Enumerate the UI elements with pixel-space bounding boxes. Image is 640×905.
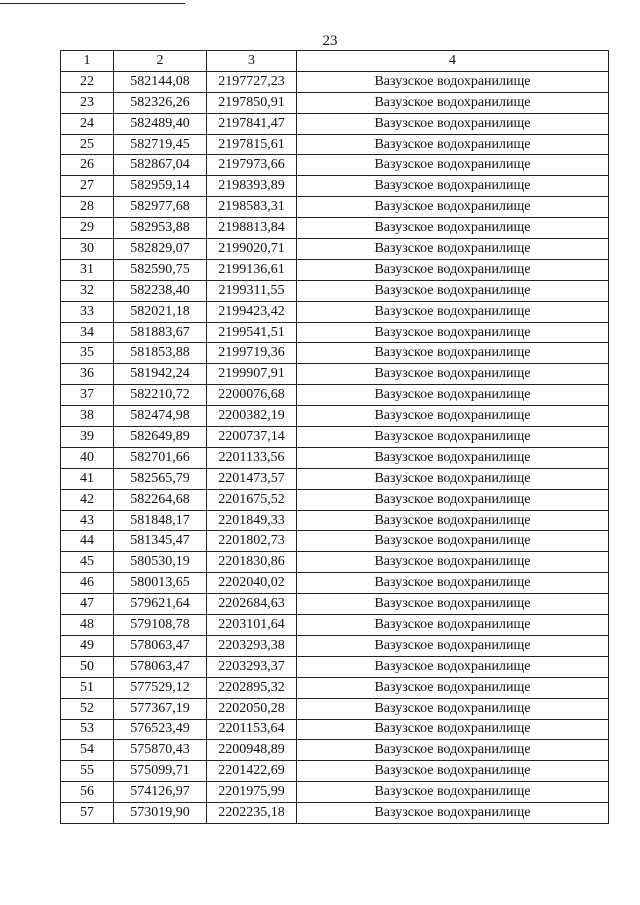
object-name-cell: Вазузское водохранилище	[297, 364, 609, 385]
point-number-cell: 53	[61, 719, 114, 740]
y-coordinate-cell: 2201802,73	[207, 531, 297, 552]
point-number-cell: 43	[61, 510, 114, 531]
y-coordinate-cell: 2197841,47	[207, 113, 297, 134]
y-coordinate-cell: 2201153,64	[207, 719, 297, 740]
y-coordinate-cell: 2198813,84	[207, 218, 297, 239]
x-coordinate-cell: 582264,68	[114, 489, 207, 510]
point-number-cell: 27	[61, 176, 114, 197]
y-coordinate-cell: 2201975,99	[207, 782, 297, 803]
object-name-cell: Вазузское водохранилище	[297, 155, 609, 176]
object-name-cell: Вазузское водохранилище	[297, 176, 609, 197]
point-number-cell: 45	[61, 552, 114, 573]
x-coordinate-cell: 582238,40	[114, 280, 207, 301]
y-coordinate-cell: 2199311,55	[207, 280, 297, 301]
table-row	[61, 218, 609, 239]
point-number-cell: 29	[61, 218, 114, 239]
object-name-cell: Вазузское водохранилище	[297, 343, 609, 364]
x-coordinate-cell: 582474,98	[114, 406, 207, 427]
y-coordinate-cell: 2197850,91	[207, 92, 297, 113]
table-row	[61, 343, 609, 364]
table-row	[61, 406, 609, 427]
x-coordinate-cell: 581853,88	[114, 343, 207, 364]
point-number-cell: 52	[61, 698, 114, 719]
x-coordinate-cell: 582829,07	[114, 239, 207, 260]
table-row	[61, 573, 609, 594]
x-coordinate-cell: 582489,40	[114, 113, 207, 134]
x-coordinate-cell: 575099,71	[114, 761, 207, 782]
object-name-cell: Вазузское водохранилище	[297, 719, 609, 740]
x-coordinate-cell: 581345,47	[114, 531, 207, 552]
x-coordinate-cell: 579108,78	[114, 615, 207, 636]
x-coordinate-cell: 582565,79	[114, 468, 207, 489]
y-coordinate-cell: 2198393,89	[207, 176, 297, 197]
table-row	[61, 280, 609, 301]
y-coordinate-cell: 2199136,61	[207, 259, 297, 280]
point-number-cell: 57	[61, 803, 114, 824]
object-name-cell: Вазузское водохранилище	[297, 427, 609, 448]
object-name-cell: Вазузское водохранилище	[297, 489, 609, 510]
table-row	[61, 615, 609, 636]
x-coordinate-cell: 582649,89	[114, 427, 207, 448]
point-number-cell: 44	[61, 531, 114, 552]
table-row	[61, 594, 609, 615]
y-coordinate-cell: 2202235,18	[207, 803, 297, 824]
y-coordinate-cell: 2200076,68	[207, 385, 297, 406]
point-number-cell: 55	[61, 761, 114, 782]
object-name-cell: Вазузское водохранилище	[297, 406, 609, 427]
table-row	[61, 489, 609, 510]
y-coordinate-cell: 2201422,69	[207, 761, 297, 782]
table-row	[61, 197, 609, 218]
object-name-cell: Вазузское водохранилище	[297, 677, 609, 698]
y-coordinate-cell: 2201473,57	[207, 468, 297, 489]
point-number-cell: 30	[61, 239, 114, 260]
point-number-cell: 40	[61, 447, 114, 468]
point-number-cell: 48	[61, 615, 114, 636]
point-number-cell: 26	[61, 155, 114, 176]
x-coordinate-cell: 582326,26	[114, 92, 207, 113]
y-coordinate-cell: 2199907,91	[207, 364, 297, 385]
column-header-1: 1	[61, 51, 114, 72]
y-coordinate-cell: 2202040,02	[207, 573, 297, 594]
table-row	[61, 510, 609, 531]
table-row	[61, 677, 609, 698]
x-coordinate-cell: 582719,45	[114, 134, 207, 155]
x-coordinate-cell: 577529,12	[114, 677, 207, 698]
table-row	[61, 803, 609, 824]
point-number-cell: 54	[61, 740, 114, 761]
y-coordinate-cell: 2201675,52	[207, 489, 297, 510]
y-coordinate-cell: 2202050,28	[207, 698, 297, 719]
x-coordinate-cell: 580530,19	[114, 552, 207, 573]
table-row	[61, 239, 609, 260]
x-coordinate-cell: 582953,88	[114, 218, 207, 239]
x-coordinate-cell: 582701,66	[114, 447, 207, 468]
table-row	[61, 635, 609, 656]
y-coordinate-cell: 2200948,89	[207, 740, 297, 761]
object-name-cell: Вазузское водохранилище	[297, 782, 609, 803]
table-row	[61, 364, 609, 385]
table-row	[61, 656, 609, 677]
x-coordinate-cell: 582144,08	[114, 71, 207, 92]
x-coordinate-cell: 578063,47	[114, 635, 207, 656]
point-number-cell: 23	[61, 92, 114, 113]
point-number-cell: 36	[61, 364, 114, 385]
object-name-cell: Вазузское водохранилище	[297, 468, 609, 489]
point-number-cell: 32	[61, 280, 114, 301]
y-coordinate-cell: 2197727,23	[207, 71, 297, 92]
table-row	[61, 552, 609, 573]
y-coordinate-cell: 2199541,51	[207, 322, 297, 343]
object-name-cell: Вазузское водохранилище	[297, 92, 609, 113]
x-coordinate-cell: 576523,49	[114, 719, 207, 740]
x-coordinate-cell: 582021,18	[114, 301, 207, 322]
point-number-cell: 35	[61, 343, 114, 364]
table-row	[61, 782, 609, 803]
y-coordinate-cell: 2198583,31	[207, 197, 297, 218]
point-number-cell: 42	[61, 489, 114, 510]
point-number-cell: 39	[61, 427, 114, 448]
table-row	[61, 92, 609, 113]
column-header-4: 4	[297, 51, 609, 72]
x-coordinate-cell: 581848,17	[114, 510, 207, 531]
object-name-cell: Вазузское водохранилище	[297, 531, 609, 552]
column-header-3: 3	[207, 51, 297, 72]
x-coordinate-cell: 582867,04	[114, 155, 207, 176]
table-row	[61, 113, 609, 134]
object-name-cell: Вазузское водохранилище	[297, 385, 609, 406]
x-coordinate-cell: 579621,64	[114, 594, 207, 615]
x-coordinate-cell: 574126,97	[114, 782, 207, 803]
x-coordinate-cell: 582977,68	[114, 197, 207, 218]
table-row	[61, 427, 609, 448]
y-coordinate-cell: 2199020,71	[207, 239, 297, 260]
table-row	[61, 134, 609, 155]
table-row	[61, 698, 609, 719]
point-number-cell: 38	[61, 406, 114, 427]
object-name-cell: Вазузское водохранилище	[297, 280, 609, 301]
object-name-cell: Вазузское водохранилище	[297, 510, 609, 531]
point-number-cell: 33	[61, 301, 114, 322]
table-row	[61, 761, 609, 782]
y-coordinate-cell: 2200737,14	[207, 427, 297, 448]
object-name-cell: Вазузское водохранилище	[297, 218, 609, 239]
object-name-cell: Вазузское водохранилище	[297, 573, 609, 594]
y-coordinate-cell: 2199423,42	[207, 301, 297, 322]
object-name-cell: Вазузское водохранилище	[297, 656, 609, 677]
x-coordinate-cell: 581883,67	[114, 322, 207, 343]
object-name-cell: Вазузское водохранилище	[297, 698, 609, 719]
object-name-cell: Вазузское водохранилище	[297, 740, 609, 761]
top-left-rule	[0, 3, 185, 4]
point-number-cell: 50	[61, 656, 114, 677]
x-coordinate-cell: 573019,90	[114, 803, 207, 824]
table-row	[61, 385, 609, 406]
point-number-cell: 25	[61, 134, 114, 155]
x-coordinate-cell: 582590,75	[114, 259, 207, 280]
object-name-cell: Вазузское водохранилище	[297, 594, 609, 615]
y-coordinate-cell: 2203293,37	[207, 656, 297, 677]
object-name-cell: Вазузское водохранилище	[297, 615, 609, 636]
object-name-cell: Вазузское водохранилище	[297, 71, 609, 92]
table-row	[61, 176, 609, 197]
point-number-cell: 24	[61, 113, 114, 134]
y-coordinate-cell: 2201830,86	[207, 552, 297, 573]
object-name-cell: Вазузское водохранилище	[297, 134, 609, 155]
table-row	[61, 322, 609, 343]
y-coordinate-cell: 2203101,64	[207, 615, 297, 636]
y-coordinate-cell: 2197973,66	[207, 155, 297, 176]
table-row	[61, 531, 609, 552]
point-number-cell: 34	[61, 322, 114, 343]
table-header-row	[61, 51, 609, 72]
x-coordinate-cell: 581942,24	[114, 364, 207, 385]
point-number-cell: 51	[61, 677, 114, 698]
y-coordinate-cell: 2202895,32	[207, 677, 297, 698]
point-number-cell: 41	[61, 468, 114, 489]
point-number-cell: 31	[61, 259, 114, 280]
y-coordinate-cell: 2200382,19	[207, 406, 297, 427]
y-coordinate-cell: 2201133,56	[207, 447, 297, 468]
x-coordinate-cell: 577367,19	[114, 698, 207, 719]
y-coordinate-cell: 2203293,38	[207, 635, 297, 656]
point-number-cell: 49	[61, 635, 114, 656]
page-number: 23	[322, 33, 338, 49]
object-name-cell: Вазузское водохранилище	[297, 552, 609, 573]
x-coordinate-cell: 578063,47	[114, 656, 207, 677]
table-row	[61, 447, 609, 468]
y-coordinate-cell: 2201849,33	[207, 510, 297, 531]
table-row	[61, 71, 609, 92]
coordinates-table	[60, 50, 609, 824]
object-name-cell: Вазузское водохранилище	[297, 447, 609, 468]
point-number-cell: 56	[61, 782, 114, 803]
column-header-2: 2	[114, 51, 207, 72]
y-coordinate-cell: 2202684,63	[207, 594, 297, 615]
point-number-cell: 37	[61, 385, 114, 406]
table-row	[61, 740, 609, 761]
object-name-cell: Вазузское водохранилище	[297, 803, 609, 824]
object-name-cell: Вазузское водохранилище	[297, 113, 609, 134]
table-row	[61, 259, 609, 280]
table-row	[61, 155, 609, 176]
table-body	[61, 71, 609, 823]
y-coordinate-cell: 2199719,36	[207, 343, 297, 364]
point-number-cell: 28	[61, 197, 114, 218]
table-row	[61, 468, 609, 489]
table-row	[61, 719, 609, 740]
object-name-cell: Вазузское водохранилище	[297, 301, 609, 322]
object-name-cell: Вазузское водохранилище	[297, 197, 609, 218]
y-coordinate-cell: 2197815,61	[207, 134, 297, 155]
point-number-cell: 22	[61, 71, 114, 92]
object-name-cell: Вазузское водохранилище	[297, 239, 609, 260]
object-name-cell: Вазузское водохранилище	[297, 635, 609, 656]
object-name-cell: Вазузское водохранилище	[297, 322, 609, 343]
x-coordinate-cell: 582959,14	[114, 176, 207, 197]
object-name-cell: Вазузское водохранилище	[297, 761, 609, 782]
x-coordinate-cell: 575870,43	[114, 740, 207, 761]
table-row	[61, 301, 609, 322]
point-number-cell: 47	[61, 594, 114, 615]
x-coordinate-cell: 580013,65	[114, 573, 207, 594]
point-number-cell: 46	[61, 573, 114, 594]
object-name-cell: Вазузское водохранилище	[297, 259, 609, 280]
x-coordinate-cell: 582210,72	[114, 385, 207, 406]
